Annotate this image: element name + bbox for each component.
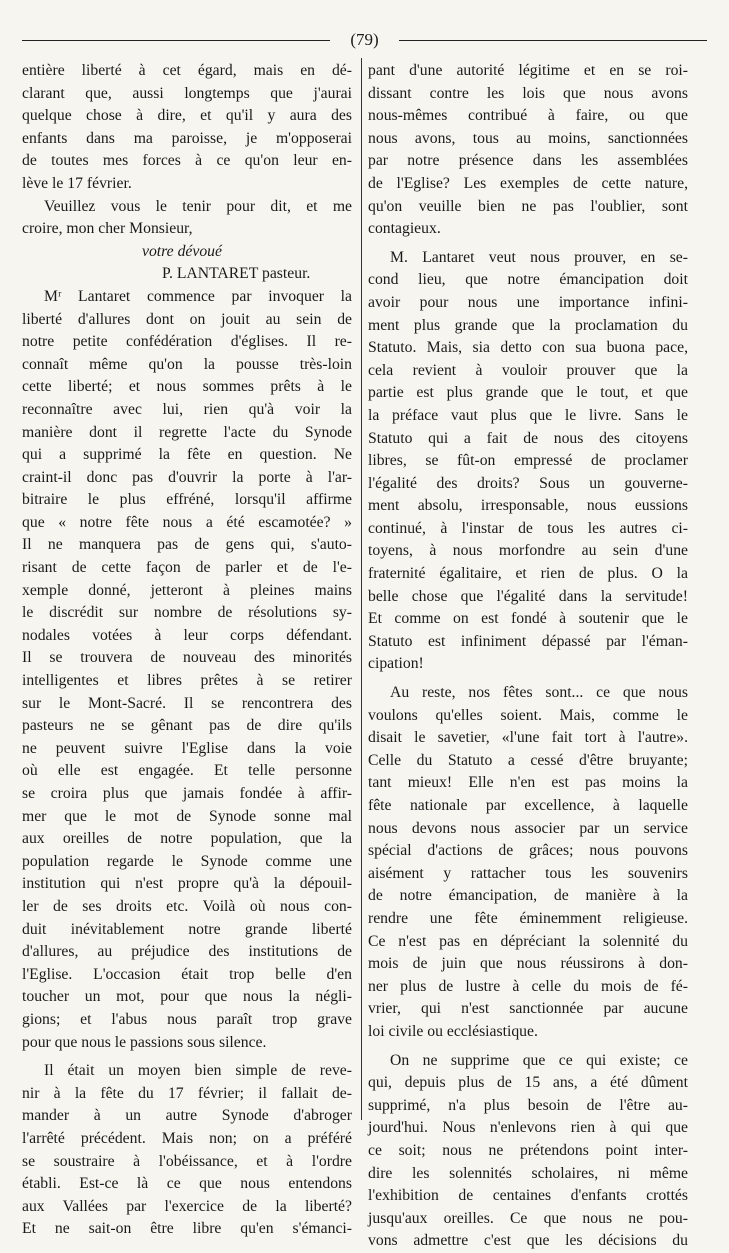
text-line: de l'Eglise? Les exemples de cette nature, [368,174,688,192]
text-line: se soustraire à l'obéissance, et à l'ordre [22,1152,352,1170]
text-line: l'égalité des droits? Sous un gouverne- [368,474,688,492]
text-line: cette liberté; et nous sommes prêts à le [22,378,352,396]
text-line: belle chose que l'égalité dans la servitude! [368,587,688,605]
text-line: partie est plus grande que le tout, et que [368,384,688,402]
text-line: rendre une fête éminemment religieuse. [368,909,688,927]
text-line: qui a supprimé la fête en question. Ne [22,446,352,464]
text-line: liberté d'allures dont on jouit au sein de [22,310,352,328]
text-line: établi. Est-ce là ce que nous entendons [22,1175,352,1193]
text-line: supprimé, n'a plus besoin de l'être au- [368,1096,688,1114]
text-line: ner plus de lustre à celle du mois de fé- [368,977,688,995]
text-line: cond lieu, que notre émancipation doit [368,271,688,289]
text-line: aux Vallées par l'exercice de la liberté? [22,1197,352,1215]
header-rule-right [399,40,707,41]
text-line: se croira plus que jamais fondée à affir- [22,785,352,802]
text-line: quelque chose à dire, et qu'il y aura des [22,107,352,125]
text-line: Ce n'est pas en dépréciant la solennité du [368,932,688,950]
text-line: bitraire le plus effréné, lorsqu'il affirme [22,491,352,509]
page-number: (79) [350,30,379,49]
text-line: contagieux. [368,220,441,238]
text-line: Statuto. Mais, sia detto con sua buona pace, [368,339,688,357]
text-line: que « notre fête nous a été escamotée? » [22,513,352,531]
text-line: M. Lantaret veut nous prouver, en se- [390,248,688,266]
text-line: entière liberté à cet égard, mais en dé- [22,62,352,79]
text-line: nous devons nous associer par un service [368,819,688,837]
text-line: vrier, qui n'est sanctionnée par aucune [368,1000,688,1018]
text-line: libres, se fût-on empressé de proclamer [368,452,688,470]
text-line: sur le Mont-Sacré. Il se rencontrera des [22,694,352,712]
text-line: ment absolu, irresponsable, nous eussions [368,497,688,515]
text-line: On ne supprime que ce qui existe; ce [390,1051,688,1069]
text-line: ment plus grande que la proclamation du [368,316,688,334]
text-line: intelligentes et libres prêtes à se retirer [22,672,352,690]
text-line: ne peuvent suivre l'Eglise dans la voie [22,739,352,757]
text-line: fraternité égalitaire, et rien de plus. O la [368,565,688,583]
text-line: ce soit; nous ne prétendons point inter- [368,1141,688,1159]
text-line: aisément y rattacher tous les souvenirs [368,864,688,882]
text-line: mander à un autre Synode d'abroger [22,1107,352,1125]
text-line: pour que nous le passions sous silence. [22,1033,267,1051]
text-line: pasteurs ne se gênant pas de dire qu'ils [22,717,352,735]
text-line: de toutes mes forces à ce qu'on leur en- [22,152,352,170]
text-line: cipation! [368,655,424,673]
text-line: mois de juin que nous réussirons à don- [368,955,688,973]
text-line: nir à la fête du 17 février; il fallait de- [22,1084,352,1102]
text-line: votre dévoué [142,242,222,260]
text-line: dire les solennités scholaires, ni même [368,1164,688,1182]
text-line: Il se trouvera de nouveau des minorités [22,649,352,667]
text-line: xemple donné, jetteront à pleines mains [22,581,352,599]
text-line: aux oreilles de notre population, que la [22,830,352,848]
text-line: l'exhibition de centaines d'enfants crottés [368,1187,688,1205]
text-line: nous avons, tous au moins, sanctionnées [368,129,688,147]
text-line: par notre présence dans les assemblées [368,152,688,170]
text-line: Et comme on est fondé à soutenir que le [368,610,688,628]
text-line: duit inévitablement notre grande liberté [22,920,352,938]
text-line: cela revient à vouloir prouver que la [368,361,688,379]
text-line: notre petite confédération d'églises. Il re- [22,333,352,351]
text-line: Celle du Statuto a cessé d'être bruyante; [368,751,688,769]
text-line: disait le savetier, «l'une fait tort à l'autre». [368,729,688,747]
text-line: tant mieux! Elle n'en est pas moins la [368,774,688,792]
right-column [368,60,688,1253]
text-line: nous-mêmes contribué à faire, ou que [368,107,688,125]
text-line: Statuto est infiniment dépassé par l'éman- [368,632,688,650]
text-line: craint-il donc pas d'ouvrir la porte à l'ar- [22,468,352,486]
text-line: Et ne sait-on être libre qu'en s'émanci- [22,1220,352,1238]
text-line: vons admettre c'est que les décisions du [368,1232,688,1250]
text-line: reconnaître avec lui, rien qu'à voir la [22,400,352,418]
page-header [22,30,707,50]
text-line: qu'on veuille bien ne pas l'oublier, sont [368,197,688,215]
text-line: population regarde le Synode comme une [22,852,352,870]
text-line: clarant que, aussi longtemps que j'aurai [22,84,352,102]
text-line: l'arrêté précédent. Mais non; on a préféré [22,1129,352,1147]
text-line: Il était un moyen bien simple de reve- [44,1062,352,1080]
text-line: Veuillez vous le tenir pour dit, et me [44,197,352,215]
text-line: avoir pour nous une importance infini- [368,293,688,311]
text-line: P. LANTARET pasteur. [162,265,311,283]
text-line: connaît même qu'on la pousse très-loin [22,355,352,373]
text-line: l'Eglise. L'occasion était trop belle d'en [22,965,352,983]
text-line: Au reste, nos fêtes sont... ce que nous [390,684,688,702]
text-line: pant d'une autorité légitime et en se roi- [368,62,688,79]
text-line: ler de ses droits etc. Voilà où nous con- [22,897,352,915]
text-line: d'allures, au préjudice des institutions de [22,943,352,961]
text-line: le discrédit sur nombre de résolutions sy- [22,604,352,622]
text-line: Statuto qui a fait de nous des citoyens [368,429,688,447]
text-line: lève le 17 février. [22,174,132,192]
text-line: manière dont il regrette l'acte du Synode [22,423,352,441]
text-line: loi civile ou ecclésiastique. [368,1022,538,1040]
column-divider [361,58,362,1120]
text-line: dissant contre les lois que nous avons [368,84,688,102]
text-line: risant de cette façon de parler et de l'e- [22,559,352,577]
text-line: qui, depuis plus de 15 ans, a été dûment [368,1074,688,1092]
text-line: voulons qu'elles soient. Mais, comme le [368,706,688,724]
text-line: de notre émancipation, de manière à la [368,887,688,905]
left-column [22,60,352,1241]
text-line: la préface vaut plus que le livre. Sans le [368,406,688,424]
text-line: jourd'hui. Nous n'enlevons rien à qui que [368,1119,688,1137]
text-line: toyens, à nous morfondre au sein d'une [368,542,688,560]
text-line: Il ne manquera pas de gens qui, s'auto- [22,536,352,554]
text-line: spécial d'actions de grâces; nous pouvons [368,842,688,860]
text-line: toucher un mot, pour que nous la négli- [22,988,352,1006]
text-line: croire, mon cher Monsieur, [22,220,193,238]
text-line: enfants dans ma paroisse, je m'opposerai [22,129,352,147]
text-line: Mʳ Lantaret commence par invoquer la [44,287,352,305]
text-line: mer que le mot de Synode sonne mal [22,807,352,825]
text-line: où elle est engagée. Et telle personne [22,762,352,780]
text-line: fête nationale par excellence, à laquelle [368,797,688,814]
text-line: nodales votées à leur corps défendant. [22,626,352,644]
text-line: continué, à l'instar de tous les autres ci- [368,519,688,537]
text-line: gions; et l'abus nous paraît trop grave [22,1010,352,1028]
text-line: institution qui n'est propre qu'à la dépouil- [22,875,352,893]
text-line: jusqu'aux oreilles. Ce que nous ne pou- [368,1209,688,1227]
